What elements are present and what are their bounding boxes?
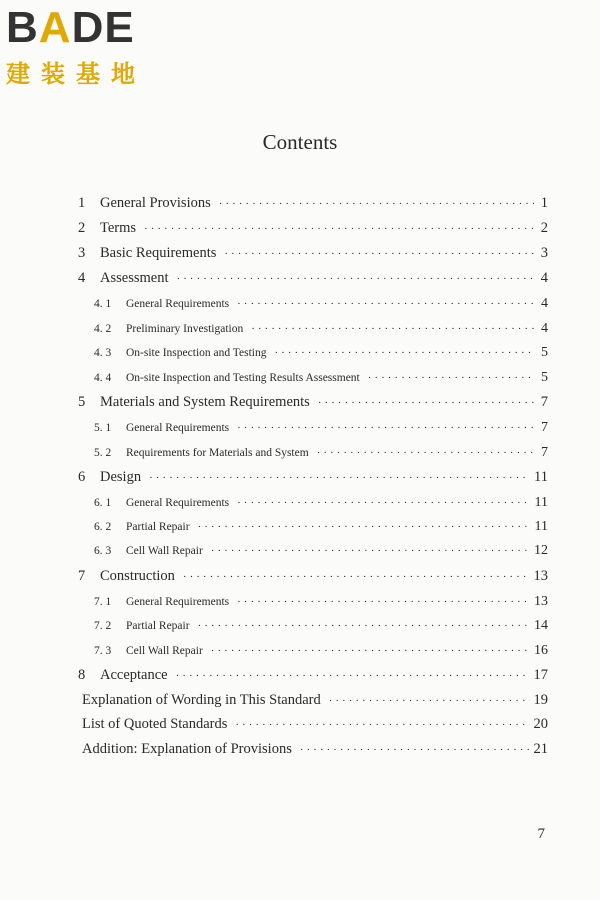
toc-entry-label: Assessment [100, 270, 169, 286]
toc-entry-number: 6 [78, 469, 86, 485]
toc-entry-number: 7 [78, 568, 86, 584]
page-number: 7 [537, 826, 545, 842]
toc-entry-number: 4. 1 [94, 298, 112, 310]
page-title: Contents [262, 130, 338, 154]
toc-entry[interactable] [94, 321, 548, 337]
toc-entry-label: Materials and System Requirements [100, 394, 310, 410]
toc-leader-dots [176, 670, 530, 682]
toc-leader-dots [198, 521, 531, 533]
toc-entry[interactable] [94, 618, 548, 634]
toc-entry-label: Partial Repair [126, 521, 190, 533]
toc-entry-page: 11 [534, 519, 548, 534]
toc-leader-dots [176, 273, 534, 285]
toc-leader-dots [211, 645, 530, 657]
toc-entry-label: Terms [100, 220, 137, 236]
toc-leader-dots [251, 323, 534, 335]
toc-leader-dots [237, 596, 530, 608]
toc-entry-number: 6. 3 [94, 545, 112, 557]
toc-entry-label: Construction [100, 568, 175, 584]
toc-entry-page: 13 [534, 594, 548, 609]
toc-entry-label: General Requirements [126, 497, 230, 509]
toc-entry-number: 4. 4 [94, 372, 112, 384]
toc-entry[interactable] [78, 394, 548, 411]
toc-entry[interactable] [94, 519, 548, 535]
toc-entry-page: 11 [534, 495, 548, 510]
toc-entry[interactable] [78, 469, 548, 486]
toc-entry-page: 7 [541, 445, 548, 460]
toc-entry-page: 14 [534, 618, 548, 633]
toc-entry-page: 7 [540, 394, 548, 410]
toc-entry-number: 4. 2 [94, 323, 112, 335]
toc-entry[interactable] [78, 195, 548, 212]
toc-leader-dots [300, 744, 530, 756]
toc-entry[interactable] [94, 643, 548, 659]
toc-entry-page: 21 [533, 741, 548, 757]
toc-leader-dots [237, 497, 530, 509]
toc-entry-number: 2 [78, 220, 86, 236]
toc-leader-dots [237, 298, 534, 310]
toc-entry[interactable] [94, 345, 548, 361]
logo-subtitle: 建装基地 [6, 60, 146, 88]
toc-entry-number: 7. 3 [94, 645, 112, 657]
toc-entry-label: Partial Repair [126, 620, 190, 632]
toc-leader-dots [183, 571, 530, 583]
toc-entry[interactable] [78, 667, 548, 684]
toc-entry-page: 11 [534, 469, 548, 485]
toc-entry-label: Acceptance [100, 667, 168, 683]
toc-entry-label: General Provisions [100, 195, 211, 211]
toc-entry-page: 12 [534, 543, 548, 558]
toc-leader-dots [224, 248, 534, 260]
logo [6, 3, 146, 89]
toc-entry-label: Explanation of Wording in This Standard [82, 692, 321, 708]
toc-entry-page: 7 [541, 420, 548, 435]
toc-entry[interactable] [94, 543, 548, 559]
toc-entry-page: 17 [533, 667, 548, 683]
toc-entry-label: Basic Requirements [100, 245, 217, 261]
toc-entry-page: 4 [540, 270, 548, 286]
toc-entry-label: General Requirements [126, 596, 230, 608]
toc-entry[interactable] [82, 692, 548, 709]
toc-entry-number: 6. 2 [94, 521, 112, 533]
toc-entry-label: Cell Wall Repair [126, 545, 203, 557]
toc-entry-label: On-site Inspection and Testing [126, 347, 267, 359]
toc-entry-number: 3 [78, 245, 86, 261]
toc-entry-label: Preliminary Investigation [126, 323, 244, 335]
toc-entry-number: 5 [78, 394, 86, 410]
toc-leader-dots [274, 347, 534, 359]
toc-entry[interactable] [78, 245, 548, 262]
toc-entry-number: 1 [78, 195, 86, 211]
toc-entry-number: 5. 2 [94, 447, 112, 459]
toc-entry-number: 7. 2 [94, 620, 112, 632]
toc-leader-dots [317, 447, 534, 459]
toc-entry[interactable] [94, 594, 548, 610]
toc-leader-dots [211, 545, 530, 557]
toc-leader-dots [144, 223, 534, 235]
toc-entry-label: On-site Inspection and Testing Results Assessment [126, 372, 360, 384]
toc-entry[interactable] [94, 495, 548, 511]
toc-entry-label: General Requirements [126, 298, 230, 310]
toc-entry-page: 16 [534, 643, 548, 658]
toc-entry-page: 5 [541, 370, 548, 385]
toc-entry-page: 4 [541, 321, 548, 336]
toc-entry[interactable] [94, 445, 548, 461]
toc-leader-dots [329, 695, 530, 707]
toc-leader-dots [235, 719, 529, 731]
toc-entry-page: 4 [541, 296, 548, 311]
toc-entry-number: 8 [78, 667, 86, 683]
toc-entry[interactable] [78, 568, 548, 585]
toc-entry-label: General Requirements [126, 422, 230, 434]
toc-entry-page: 19 [533, 692, 548, 708]
toc-entry-label: Requirements for Materials and System [126, 447, 309, 459]
toc-entry-label: List of Quoted Standards [82, 716, 228, 732]
toc-leader-dots [318, 397, 534, 409]
toc-entry-number: 5. 1 [94, 422, 112, 434]
toc-leader-dots [219, 198, 534, 210]
toc-entry-page: 3 [540, 245, 548, 261]
toc-entry[interactable] [82, 741, 548, 758]
toc-leader-dots [198, 620, 530, 632]
toc-entry[interactable] [82, 716, 548, 733]
toc-entry-number: 7. 1 [94, 596, 112, 608]
toc-entry-number: 4. 3 [94, 347, 112, 359]
toc-entry[interactable] [94, 420, 548, 436]
toc-entry[interactable] [78, 270, 548, 287]
toc-entry-label: Cell Wall Repair [126, 645, 203, 657]
toc-entry-page: 20 [533, 716, 548, 732]
toc-leader-dots [149, 472, 530, 484]
toc-leader-dots [368, 372, 534, 384]
toc-entry[interactable] [94, 370, 548, 386]
toc-entry-number: 6. 1 [94, 497, 112, 509]
toc-entry[interactable] [94, 296, 548, 312]
toc-leader-dots [237, 422, 534, 434]
toc-entry-number: 4 [78, 270, 86, 286]
toc-entry-page: 1 [540, 195, 548, 211]
toc-entry-page: 13 [533, 568, 548, 584]
toc-entry[interactable] [78, 220, 548, 237]
logo-wordmark: BADE [6, 3, 135, 52]
toc-entry-label: Design [100, 469, 142, 485]
toc-entry-page: 5 [541, 345, 548, 360]
toc-entry-label: Addition: Explanation of Provisions [82, 741, 292, 757]
toc-entry-page: 2 [540, 220, 548, 236]
